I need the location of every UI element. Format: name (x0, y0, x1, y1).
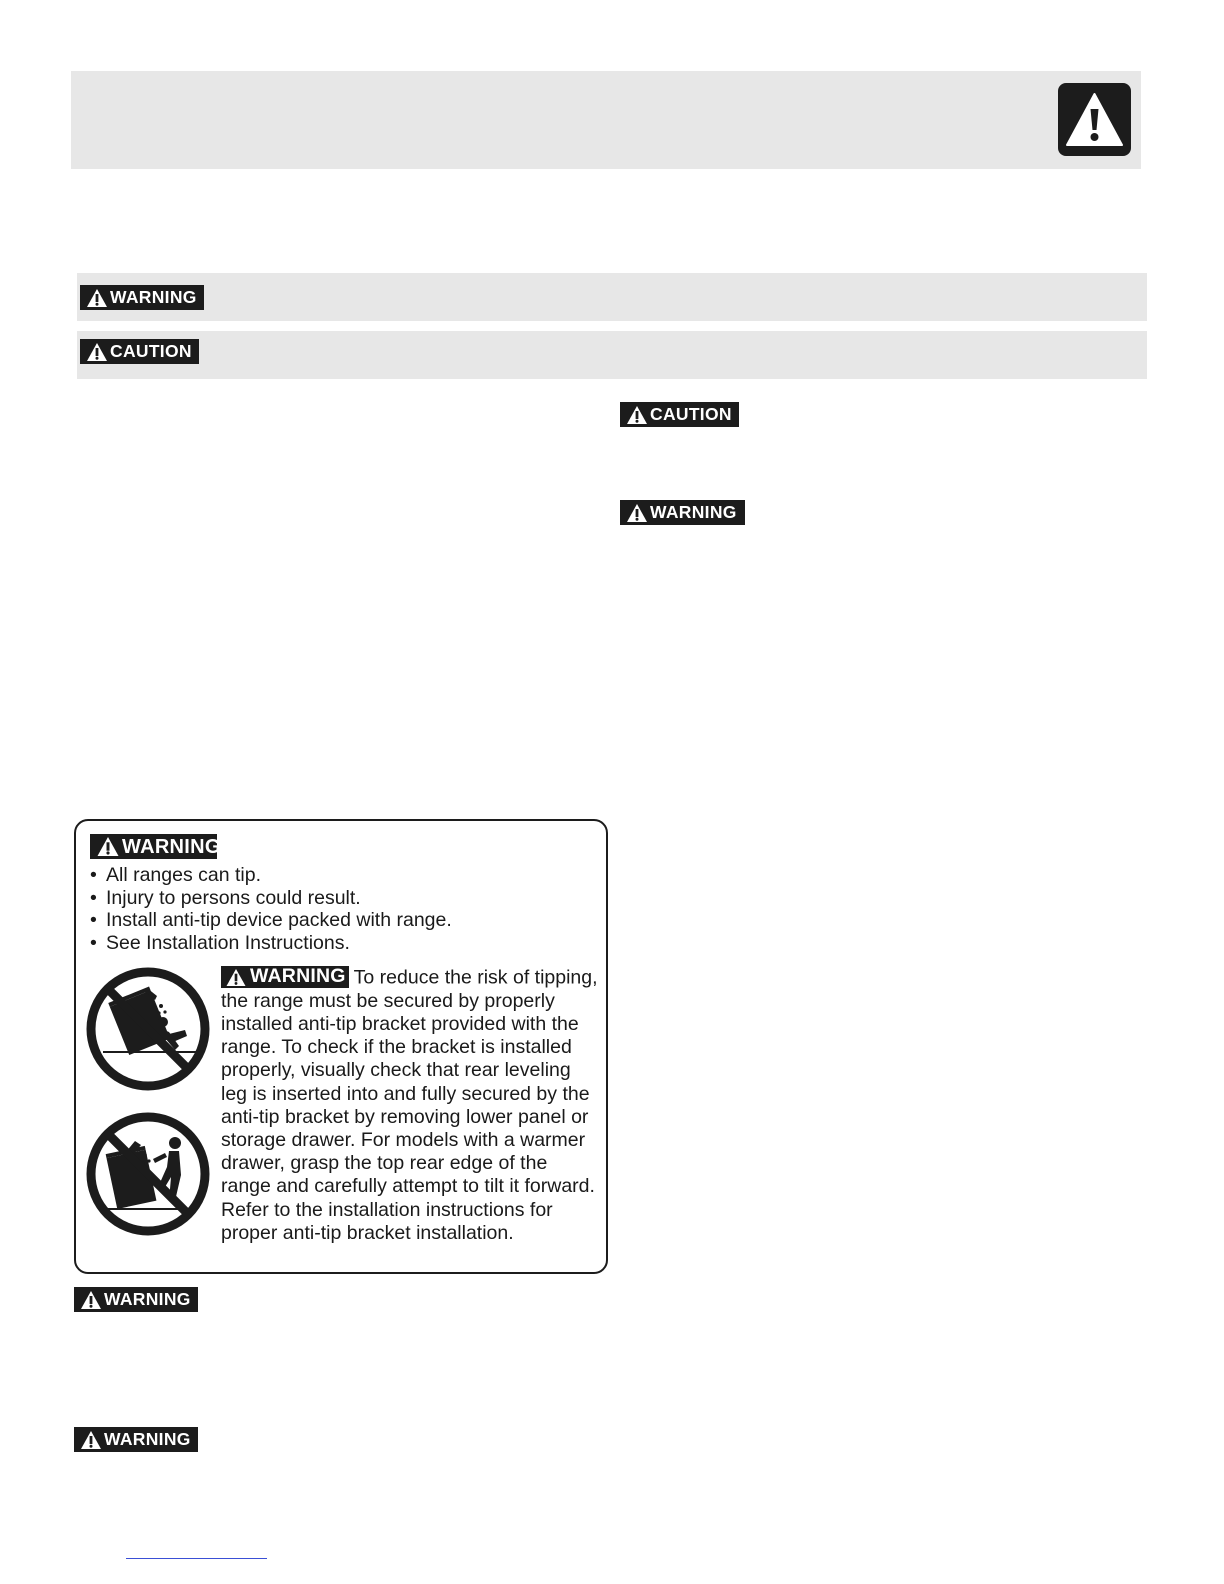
warning-label (74, 1427, 198, 1452)
caution-label-text: CAUTION (650, 403, 732, 424)
header-band (71, 71, 1141, 169)
anti-tip-warning-box (74, 819, 608, 1274)
warning-label-text: WARNING (650, 501, 737, 522)
alert-triangle-icon (80, 1290, 102, 1310)
warning-inline-label (221, 966, 349, 988)
anti-tip-paragraph-text: To reduce the risk of tipping, the range must be secured by properly installed anti-tip bracket provided with the range. To check if the bracket is installed properly, visually check that rear leveling leg is inserted into and fully secured by the anti-tip bracket by removing lower panel or storage drawer. For models with a warmer drawer, grasp the top rear edge of the range and carefully attempt to tilt it forward. Refer to the installation instructions for proper anti-tip bracket installation. (221, 966, 598, 1244)
no-tipping-range-pictogram-icon (85, 966, 211, 1097)
link-underline[interactable] (126, 1558, 267, 1559)
no-climbing-on-door-pictogram-icon (85, 1111, 211, 1242)
list-item: • Injury to persons could result. (90, 887, 452, 910)
list-item: • All ranges can tip. (90, 864, 452, 887)
alert-triangle-icon (86, 342, 108, 362)
alert-triangle-icon (80, 1430, 102, 1450)
tip-bullet-list (90, 864, 452, 954)
warning-label-text: WARNING (110, 286, 197, 307)
alert-triangle-icon (626, 503, 648, 523)
warning-label-text: WARNING (104, 1288, 191, 1309)
warning-label (74, 1287, 198, 1312)
caution-label-text: CAUTION (110, 340, 192, 361)
warning-label (80, 285, 204, 310)
caution-label (80, 339, 199, 364)
anti-tip-instructions (221, 966, 601, 1245)
list-item: • See Installation Instructions. (90, 932, 452, 955)
caution-label (620, 402, 739, 427)
warning-label-text: WARNING (104, 1428, 191, 1449)
caution-definition-band (77, 331, 1147, 379)
warning-label (90, 834, 221, 859)
alert-triangle-icon (225, 968, 247, 987)
warning-label (620, 500, 745, 525)
alert-triangle-icon (626, 405, 648, 425)
warning-definition-band (77, 273, 1147, 321)
alert-triangle-icon (96, 836, 120, 857)
list-item: • Install anti-tip device packed with range. (90, 909, 452, 932)
alert-triangle-icon (86, 288, 108, 308)
warning-label-text: WARNING (122, 835, 221, 858)
warning-triangle-icon (1058, 83, 1131, 156)
warning-inline-label-text: WARNING (250, 965, 346, 988)
